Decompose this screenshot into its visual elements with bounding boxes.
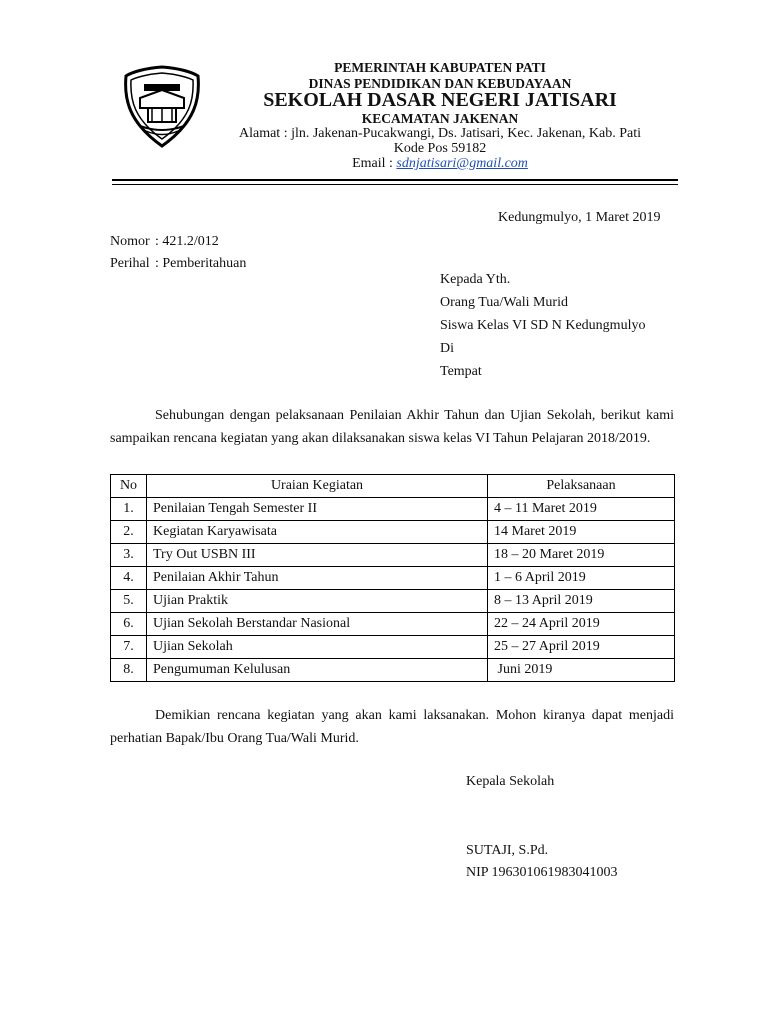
row-number: 8.: [111, 659, 147, 682]
row-date: 18 – 20 Maret 2019: [488, 544, 675, 567]
table-row: [111, 498, 675, 521]
recipient-line: Siswa Kelas VI SD N Kedungmulyo: [440, 318, 646, 333]
table-row: [111, 521, 675, 544]
row-date: 14 Maret 2019: [488, 521, 675, 544]
table-header-row: [111, 475, 675, 498]
recipient-line: Di: [440, 341, 454, 356]
row-number: 6.: [111, 613, 147, 636]
signature-title: Kepala Sekolah: [466, 774, 555, 789]
row-activity: Ujian Sekolah: [147, 636, 488, 659]
table-row: [111, 659, 675, 682]
schedule-table: [110, 474, 675, 682]
row-number: 4.: [111, 567, 147, 590]
table-row: [111, 567, 675, 590]
row-number: 5.: [111, 590, 147, 613]
opening-text: Sehubungan dengan pelaksanaan Penilaian Akhir Tahun dan Ujian Sekolah, berikut kami sampaikan rencana kegiatan yang akan dilaksanakan siswa kelas VI Tahun Pelajaran 2018/2019.: [110, 408, 674, 446]
closing-paragraph: [110, 704, 674, 750]
nomor-value: : 421.2/012: [155, 234, 219, 249]
row-activity: Ujian Sekolah Berstandar Nasional: [147, 613, 488, 636]
recipient-line: Tempat: [440, 364, 482, 379]
recipient-line: Kepada Yth.: [440, 272, 511, 287]
row-activity: Ujian Praktik: [147, 590, 488, 613]
row-date: Juni 2019: [488, 659, 675, 682]
signature-nip: NIP 196301061983041003: [466, 865, 618, 880]
header-uraian: Uraian Kegiatan: [147, 475, 488, 498]
row-number: 1.: [111, 498, 147, 521]
row-activity: Penilaian Tengah Semester II: [147, 498, 488, 521]
letterhead-divider-thick: [112, 179, 678, 181]
letterhead-school-name: SEKOLAH DASAR NEGERI JATISARI: [263, 89, 617, 111]
row-date: 8 – 13 April 2019: [488, 590, 675, 613]
email-label: Email :: [352, 156, 397, 171]
recipient-line: Orang Tua/Wali Murid: [440, 295, 568, 310]
row-date: 1 – 6 April 2019: [488, 567, 675, 590]
table-row: [111, 636, 675, 659]
letterhead-postal-code: Kode Pos 59182: [393, 141, 487, 156]
perihal-value: : Pemberitahuan: [155, 256, 247, 271]
letterhead-department: DINAS PENDIDIKAN DAN KEBUDAYAAN: [308, 76, 572, 91]
letterhead-divider-thin: [112, 184, 678, 185]
letterhead-address: Alamat : jln. Jakenan-Pucakwangi, Ds. Jatisari, Kec. Jakenan, Kab. Pati: [238, 126, 641, 141]
header-pelaksanaan: Pelaksanaan: [488, 475, 675, 498]
row-activity: Penilaian Akhir Tahun: [147, 567, 488, 590]
row-date: 25 – 27 April 2019: [488, 636, 675, 659]
header-no: No: [111, 475, 147, 498]
row-activity: Kegiatan Karyawisata: [147, 521, 488, 544]
signature-name: SUTAJI, S.Pd.: [466, 843, 549, 858]
table-row: [111, 544, 675, 567]
table-row: [111, 590, 675, 613]
row-number: 2.: [111, 521, 147, 544]
row-number: 3.: [111, 544, 147, 567]
letterhead-district: KECAMATAN JAKENAN: [361, 111, 519, 126]
opening-paragraph: [110, 404, 674, 450]
letterhead-government: PEMERINTAH KABUPATEN PATI: [334, 60, 546, 75]
row-activity: Try Out USBN III: [147, 544, 488, 567]
row-number: 7.: [111, 636, 147, 659]
nomor-label: Nomor: [110, 234, 150, 249]
perihal-label: Perihal: [110, 256, 150, 271]
place-date: Kedungmulyo, 1 Maret 2019: [498, 210, 661, 225]
letterhead-email-line: [190, 156, 690, 172]
closing-text: Demikian rencana kegiatan yang akan kami laksanakan. Mohon kiranya dapat menjadi perhatian Bapak/Ibu Orang Tua/Wali Murid.: [110, 708, 674, 746]
email-link[interactable]: sdnjatisari@gmail.com: [396, 156, 528, 171]
row-date: 22 – 24 April 2019: [488, 613, 675, 636]
row-date: 4 – 11 Maret 2019: [488, 498, 675, 521]
table-row: [111, 613, 675, 636]
row-activity: Pengumuman Kelulusan: [147, 659, 488, 682]
